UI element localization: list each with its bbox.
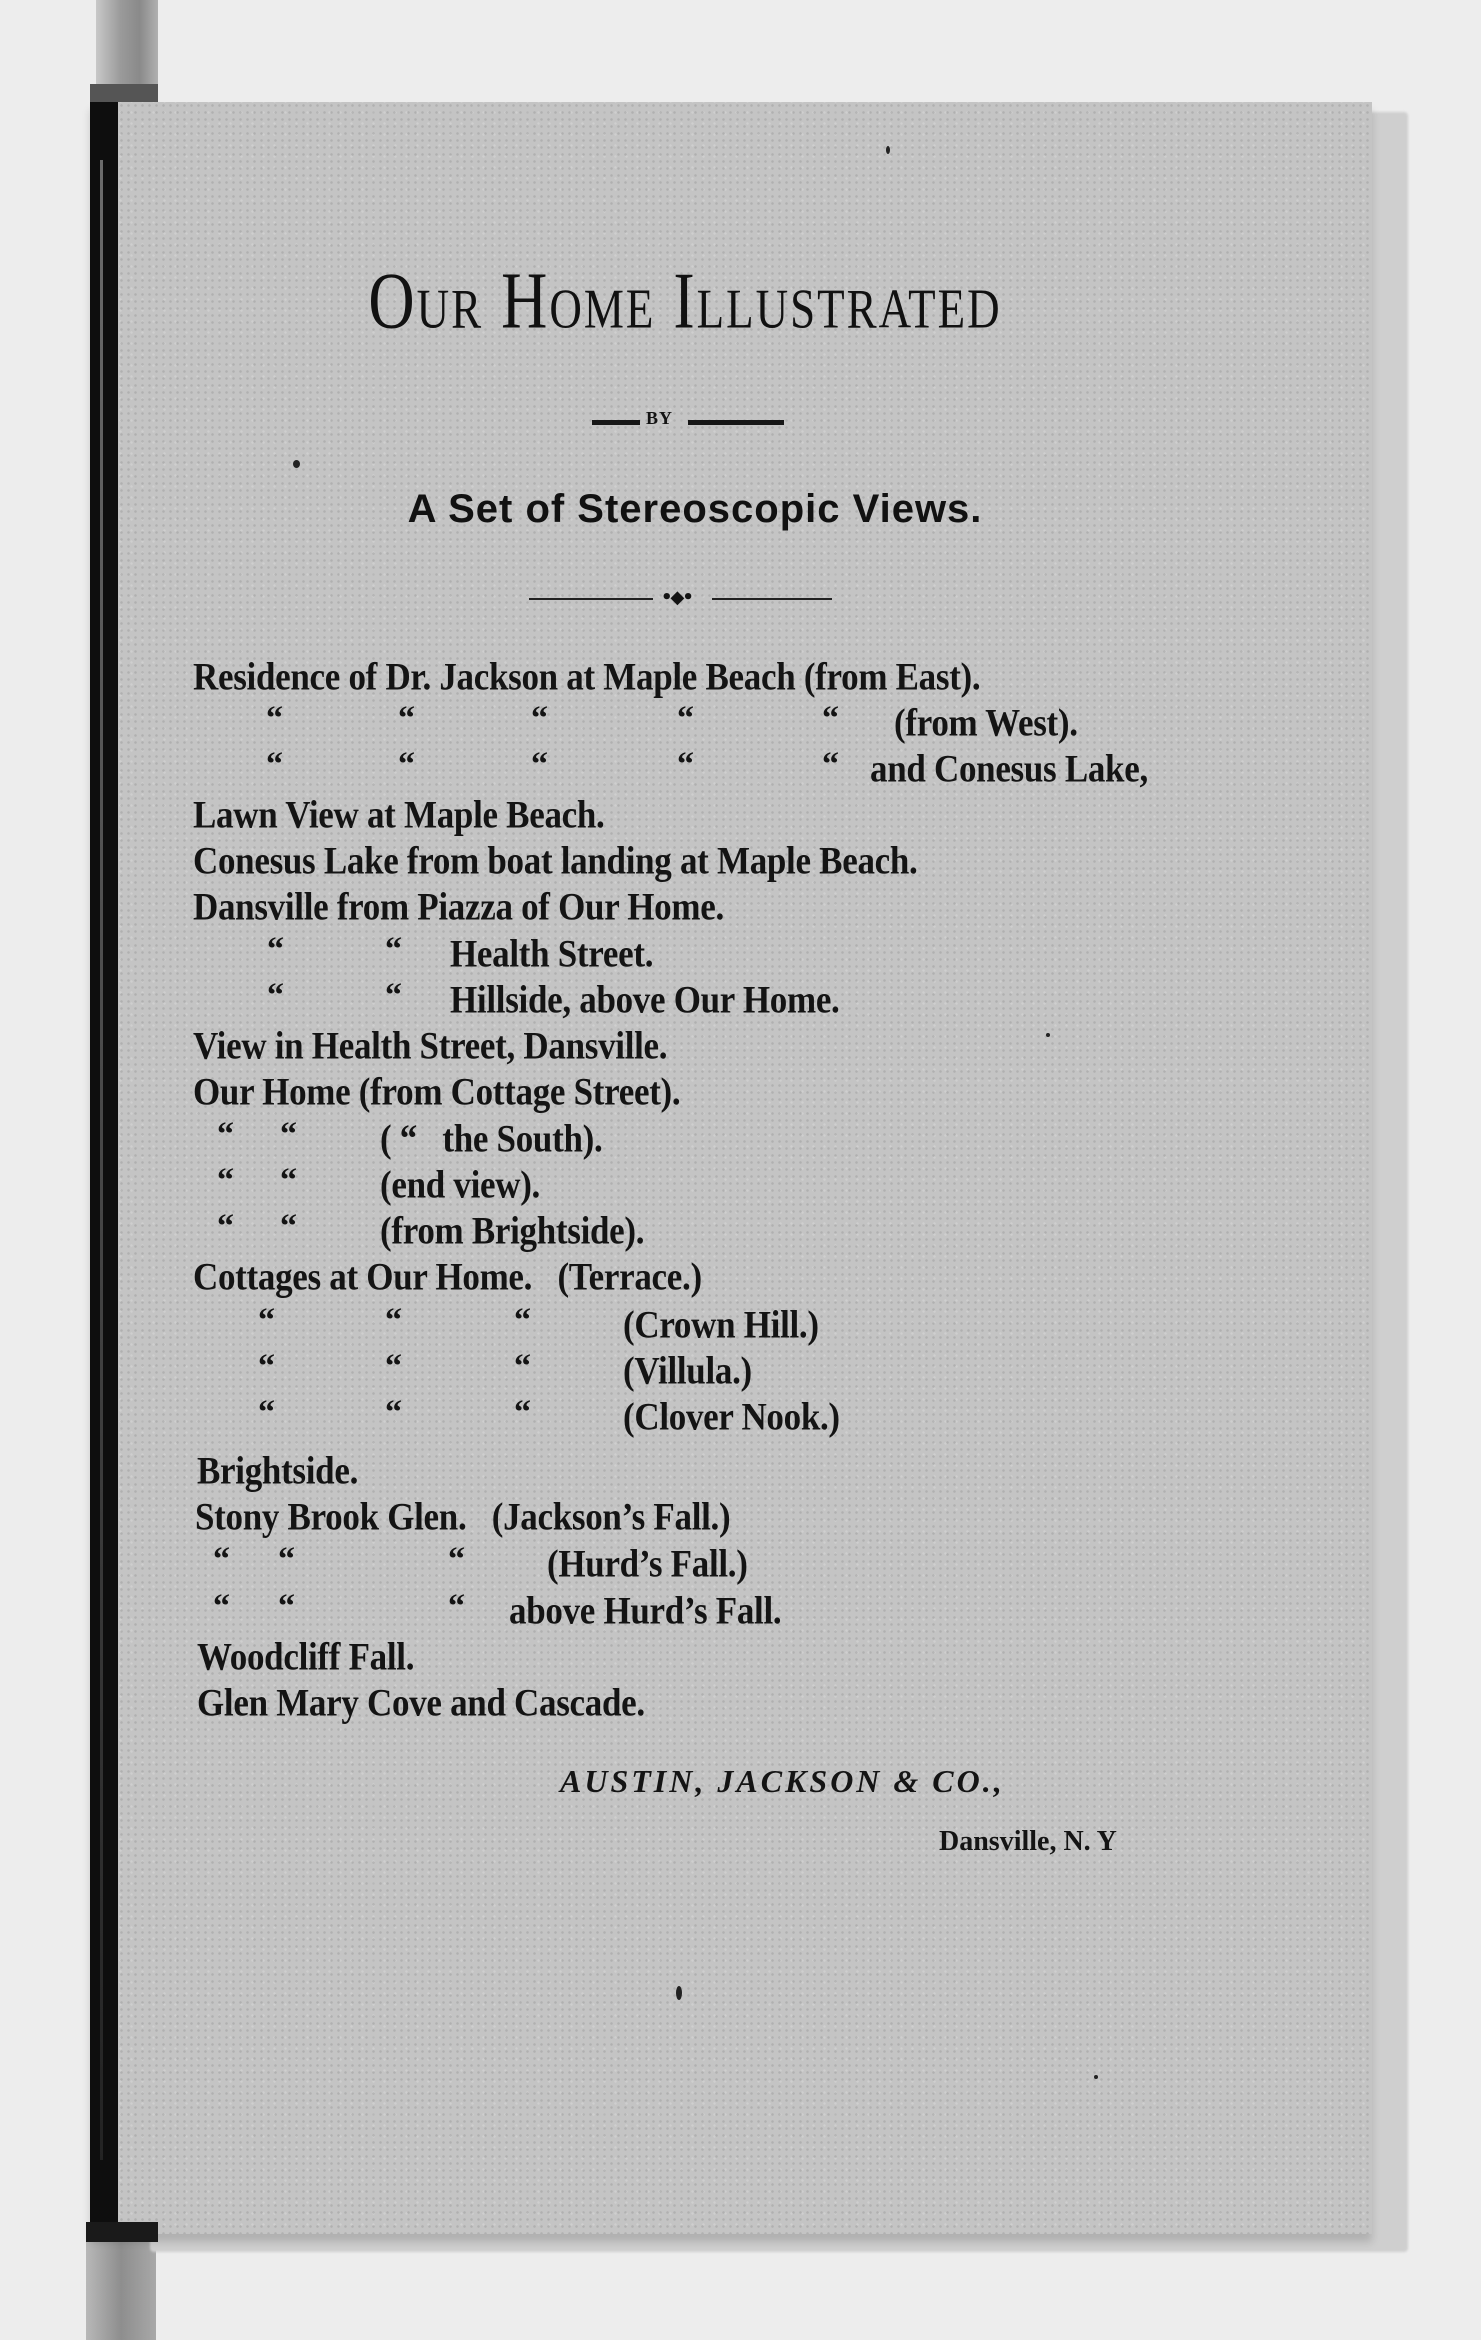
ditto-mark: “ (398, 700, 415, 737)
ditto-mark: “ (385, 1348, 402, 1385)
ditto-mark: “ (278, 1588, 295, 1625)
ditto-mark: “ (280, 1208, 297, 1245)
entry-text: (end view). (380, 1163, 541, 1207)
dust-speck (676, 1986, 682, 2000)
ditto-mark: “ (266, 700, 283, 737)
ditto-mark: “ (822, 700, 839, 737)
ornament-icon: •◆• (661, 587, 692, 608)
dust-speck (886, 146, 890, 154)
entry-text: Our Home (from Cottage Street). (193, 1070, 681, 1114)
by-rule-right (688, 420, 784, 425)
by-rule-left (592, 420, 640, 425)
entry-text: above Hurd’s Fall. (509, 1589, 782, 1633)
entry-text: Health Street. (450, 932, 654, 976)
entry-text: and Conesus Lake, (870, 747, 1148, 791)
ditto-mark: “ (448, 1588, 465, 1625)
page-title: Our Home Illustrated (368, 256, 1002, 345)
ditto-mark: “ (531, 700, 548, 737)
ditto-mark: “ (448, 1541, 465, 1578)
binding-strip (90, 100, 118, 2232)
ditto-mark: “ (398, 746, 415, 783)
entry-text: (from West). (894, 701, 1078, 745)
entry-text: (Villula.) (623, 1349, 752, 1393)
ditto-mark: “ (258, 1348, 275, 1385)
entry-text: ( “ the South). (380, 1117, 603, 1161)
entry-text: (from Brightside). (380, 1209, 645, 1253)
entry-text: Hillside, above Our Home. (450, 978, 840, 1022)
ditto-mark: “ (267, 977, 284, 1014)
ditto-mark: “ (217, 1116, 234, 1153)
entry-text: Stony Brook Glen. (Jackson’s Fall.) (195, 1495, 731, 1539)
ditto-mark: “ (217, 1208, 234, 1245)
entry-text: View in Health Street, Dansville. (193, 1024, 668, 1068)
ornament-rule-left (529, 598, 653, 600)
entry-text: Glen Mary Cove and Cascade. (197, 1681, 645, 1725)
ditto-mark: “ (213, 1541, 230, 1578)
entry-text: Woodcliff Fall. (197, 1635, 415, 1679)
ditto-mark: “ (280, 1162, 297, 1199)
entry-text: (Clover Nook.) (623, 1395, 840, 1439)
ditto-mark: “ (258, 1302, 275, 1339)
ditto-mark: “ (385, 1394, 402, 1431)
ditto-mark: “ (258, 1394, 275, 1431)
publisher-name: AUSTIN, JACKSON & CO., (560, 1763, 1005, 1799)
subtitle: A Set of Stereoscopic Views. (407, 487, 983, 531)
ditto-mark: “ (278, 1541, 295, 1578)
binding-cap-top (90, 84, 158, 102)
ditto-mark: “ (385, 977, 402, 1014)
dust-speck (1046, 1033, 1050, 1037)
entry-text: Lawn View at Maple Beach. (193, 793, 605, 837)
ditto-mark: “ (822, 746, 839, 783)
dust-speck (293, 460, 300, 468)
ditto-mark: “ (385, 931, 402, 968)
dust-speck (1094, 2075, 1098, 2079)
ditto-mark: “ (514, 1394, 531, 1431)
ditto-mark: “ (266, 746, 283, 783)
ditto-mark: “ (280, 1116, 297, 1153)
entry-text: (Crown Hill.) (623, 1303, 819, 1347)
ditto-mark: “ (514, 1302, 531, 1339)
publisher-location: Dansville, N. Y (939, 1826, 1117, 1857)
ditto-mark: “ (217, 1162, 234, 1199)
ditto-mark: “ (213, 1588, 230, 1625)
entry-text: Conesus Lake from boat landing at Maple Beach. (193, 839, 918, 883)
binding-spine-bottom (86, 2232, 156, 2340)
ditto-mark: “ (677, 746, 694, 783)
entry-text: Dansville from Piazza of Our Home. (193, 885, 724, 929)
binding-cap-bottom (86, 2222, 158, 2242)
entry-text: Brightside. (197, 1449, 359, 1493)
ditto-mark: “ (385, 1302, 402, 1339)
entry-text: Residence of Dr. Jackson at Maple Beach (from East). (193, 655, 981, 699)
ditto-mark: “ (267, 931, 284, 968)
ditto-mark: “ (677, 700, 694, 737)
by-label: BY (646, 408, 674, 428)
ditto-mark: “ (531, 746, 548, 783)
entry-text: Cottages at Our Home. (Terrace.) (193, 1255, 702, 1299)
ornament-rule-right (712, 598, 832, 600)
entry-text: (Hurd’s Fall.) (547, 1542, 748, 1586)
ditto-mark: “ (514, 1348, 531, 1385)
